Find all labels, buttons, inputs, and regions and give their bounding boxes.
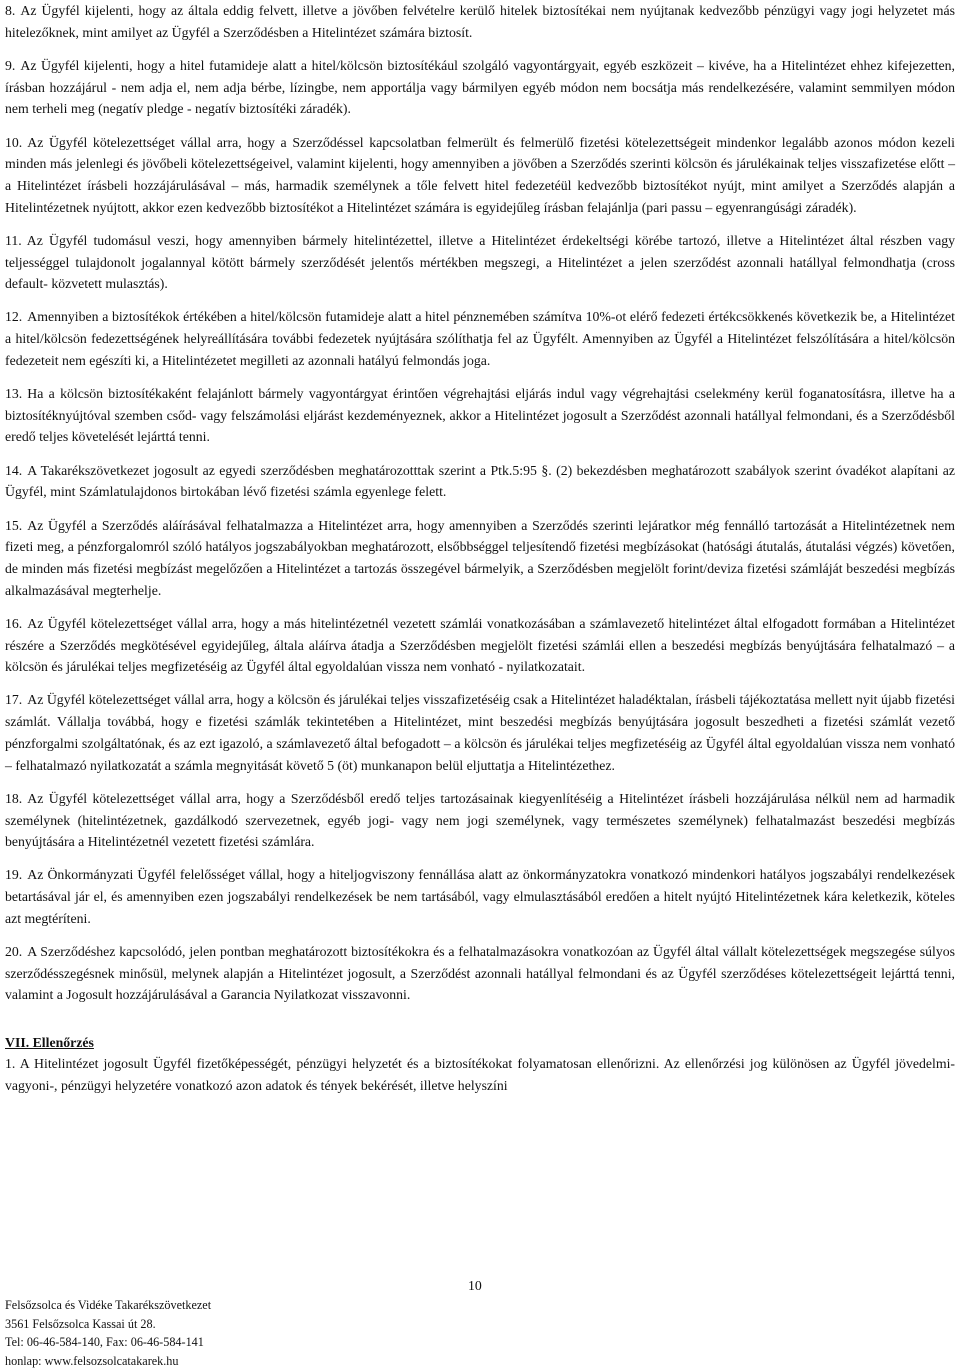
clause-text: Az Ügyfél kötelezettséget vállal arra, hogy a Szerződésből eredő teljes tartozásainak kiegyenlítéséig a Hitelintézet írásbeli hozzájárulása nélkül nem ad harmadik személynek (hitelintézetnek, gazdálkodó szervezetnek, egyéb jogi- vagy nem jogi személynek, vagy természetes személynek) felhatalmazást beszedési megbízás benyújtására a Hitelintézetnél vezetett fizetési számlára. [5, 790, 955, 850]
clause-13 [5, 383, 955, 448]
clause-number: 9. [5, 57, 16, 73]
clause-number: 12. [5, 309, 23, 325]
clause-number: 14. [5, 462, 23, 478]
clause-number: 19. [5, 867, 23, 883]
clause-text: Az Ügyfél kijelenti, hogy a hitel futamideje alatt a hitel/kölcsön biztosítékául szolgáló vagyontárgyait, egyéb eszközeit – kivéve, ha a Hitelintézet ehhez kifejezetten, írásban hozzájárul - nem adja el, nem adja bérbe, lízingbe, nem apportálja vagy bármilyen egyéb módon nem bocsátja más rendelkezésére, valamint semmilyen módon nem terheli meg (negatív pledge - negatív biztosítéki záradék). [5, 57, 955, 117]
footer-address: 3561 Felsőzsolca Kassai út 28. [5, 1316, 156, 1331]
clause-number: 20. [5, 944, 23, 960]
clause-12 [5, 306, 955, 371]
clause-text: Az Ügyfél kötelezettséget vállal arra, hogy a kölcsön és járulékai teljes visszafizetéséig csak a Hitelintézet haladéktalan, írásbeli tájékoztatása mellett nyit újabb fizetési számlát. Vállalja továbbá, hogy e fizetési számlák tekintetében a Hitelintézet, mint beszedési megbízás benyújtására jogosult beszedheti a fizetési számlát vezető pénzforgalmi szolgáltatónak, és az ezt igazoló, a számlavezető által befogadott – a kölcsön és járulékai teljes megfizetéséig az Ügyfél által egyoldalúan vissza nem vonható – felhatalmazó nyilatkozatát a számla megnyitását követő 5 (öt) munkanapon belül eljuttatja a Hitelintézethez. [5, 692, 955, 773]
footer-phone: Tel: 06-46-584-140, Fax: 06-46-584-141 [5, 1335, 204, 1350]
clause-number: 13. [5, 386, 23, 402]
clause-20 [5, 941, 955, 1006]
clause-number: 8. [5, 3, 16, 18]
clause-text: Az Önkormányzati Ügyfél felelősséget vállal, hogy a hiteljogviszony fennállása alatt az önkormányzatokra vonatkozó mindenkori hatályos jogszabályi rendelkezések betartásával jár el, és amennyiben ezen jogszabályi rendelkezések be nem tartásából, vagy elmulasztásából eredően a hitelt nyújtó Hitelintézetnek kára keletkezik, köteles azt megtéríteni. [5, 867, 955, 926]
clause-8 [5, 0, 955, 43]
clause-number: 18. [5, 790, 23, 806]
section-paragraph: 1. A Hitelintézet jogosult Ügyfél fizetőképességét, pénzügyi helyzetét és a biztosítékokat folyamatosan ellenőrizni. Az ellenőrzési jog különösen az Ügyfél jövedelmi- vagyoni-, pénzügyi helyzetére vonatkozó azon adatok és tények bekérését, illetve helyszíni [5, 1056, 955, 1093]
clause-number: 15. [5, 517, 23, 533]
clause-19 [5, 864, 955, 929]
clause-text: Az Ügyfél kötelezettséget vállal arra, hogy a Szerződéssel kapcsolatban felmerült és felmerülő fizetési kötelezettségeit mindenkor legalább azonos módon kezeli minden más jelenlegi és jövőbeli kötelezettségeivel, valamint kijelenti, hogy amennyiben a jövőben a Szerződés szerinti kölcsön és járulékainak teljes visszafizetése előtt – a Hitelintézet írásbeli hozzájárulásával – más, harmadik személynek a tőle felvett hitel fedezetéül kedvezőbb biztosítékot nyújt, mint amilyet a Szerződés alapján a Hitelintézetnek nyújtott, akkor ezen kedvezőbb biztosítékot a Hitelintézet számára is egyidejűleg írásban felajánlja (pari passu – egyenrangúsági záradék). [5, 134, 955, 215]
clause-text: A Takarékszövetkezet jogosult az egyedi szerződésben meghatározotttak szerint a Ptk.5:95 §. (2) bekezdésben meghatározott szabályok szerint óvadékot alapítani az Ügyfél, mint Számlatulajdonos birtokában lévő fizetési számla egyenlege felett. [5, 462, 955, 500]
footer-company-name: Felsőzsolca és Vidéke Takarékszövetkezet [5, 1298, 212, 1312]
clause-16 [5, 613, 955, 678]
clause-15 [5, 515, 955, 602]
page-footer [5, 1296, 211, 1370]
page-number: 10 [468, 1278, 482, 1293]
document-page [5, 0, 955, 1096]
clause-text: Az Ügyfél kijelenti, hogy az általa eddig felvett, illetve a jövőben felvételre kerülő hitelek biztosítékai nem nyújtanak kedvezőbb pénzügyi vagy jogi helyzetet más hitelezőknek, mint amilyet az Ügyfél a Szerződésben a Hitelintézet számára biztosít. [5, 3, 955, 40]
clause-14 [5, 460, 955, 503]
clause-text: Ha a kölcsön biztosítékaként felajánlott bármely vagyontárgyat érintően végrehajtási eljárás indul vagy végrehajtási cselekmény kerül foganatosításra, illetve ha a biztosítéknyújtóval szemben csőd- vagy felszámolási eljárást kezdeményeznek, akkor a Hitelintézet jogosult a Szerződést azonnali hatállyal felmondani, és a Szerződésből eredő teljes követelését lejárttá tenni. [5, 386, 955, 445]
clause-10 [5, 132, 955, 219]
clause-number: 16. [5, 615, 23, 631]
clause-text: Az Ügyfél tudomásul veszi, hogy amennyiben bármely hitelintézettel, illetve a Hitelintézet érdekeltségi körébe tartozó, illetve a Hitelintézet által részben vagy teljességgel tulajdonolt jogalannyal kötött bármely szerződését jelentős mértékben megszegi, a Hitelintézet a jelen szerződést azonnali hatállyal felmondhatja (cross default- közvetett mulasztás). [5, 232, 955, 292]
clause-number: 11. [5, 232, 22, 248]
clause-9 [5, 55, 955, 120]
clause-text: Amennyiben a biztosítékok értékében a hitel/kölcsön futamideje alatt a hitel pénznemében számítva 10%-ot elérő fedezeti értékcsökkenés következik be, a Hitelintézet a hitel/kölcsön fedezettségének helyreállítására további fedezetek nyújtására szólíthatja fel az Ügyfélt. Amennyiben az Ügyfél a Hitelintézet felszólítására a hitel/kölcsön fedezeteit nem egészíti ki, a Hitelintézetet megilleti az azonnali hatályú felmondás joga. [5, 309, 955, 368]
clause-text: Az Ügyfél kötelezettséget vállal arra, hogy a más hitelintézetnél vezetett számlái vonatkozásában a számlavezető hitelintézet által elfogadott formában a Hitelintézet részére a Szerződés megkötésével egyidejűleg, általa aláírva átadja a Szerződésben megjelölt fizetési számlái ellen a beszedési megbízás benyújtására felhatalmazó – a kölcsön és járulékai teljes megfizetéséig az Ügyfél által egyoldalúan vissza nem vonható - nyilatkozatait. [5, 615, 955, 675]
section-heading: VII. Ellenőrzés [5, 1035, 94, 1051]
clause-11 [5, 230, 955, 295]
clause-number: 10. [5, 134, 23, 150]
clause-number: 17. [5, 692, 23, 708]
clause-text: Az Ügyfél a Szerződés aláírásával felhatalmazza a Hitelintézet arra, hogy amennyiben a Szerződés szerinti lejáratkor még fennálló tartozását a Hitelintézetnek nem fizeti meg, a pénzforgalomról szóló hatályos jogszabályokban meghatározott, elsőbbséggel teljesítendő fizetési megbízásokat (hatósági átutalás, átutalási végzés) követően, de minden más fizetési megbízást megelőzően a Hitelintézet a tartozás összegével bármelyik, a Szerződésben megjelölt forint/deviza fizetési számláját beszedési megbízás alkalmazásával megterhelje. [5, 517, 955, 598]
clause-17 [5, 689, 955, 776]
clause-18 [5, 788, 955, 853]
clause-text: A Szerződéshez kapcsolódó, jelen pontban meghatározott biztosítékokra és a felhatalmazásokra vonatkozóan az Ügyfél által vállalt kötelezettségek megszegése súlyos szerződésszegésnek minősül, melynek alapján a Hitelintézet jogosult, a Szerződést azonnali hatállyal felmondani és az Ügyfél szerződéses kötelezettségeit lejárttá tenni, valamint a Jogosult hozzájárulásával a Garancia Nyilatkozat visszavonni. [5, 944, 955, 1003]
footer-website: honlap: www.felsozsolcatakarek.hu [5, 1353, 179, 1368]
